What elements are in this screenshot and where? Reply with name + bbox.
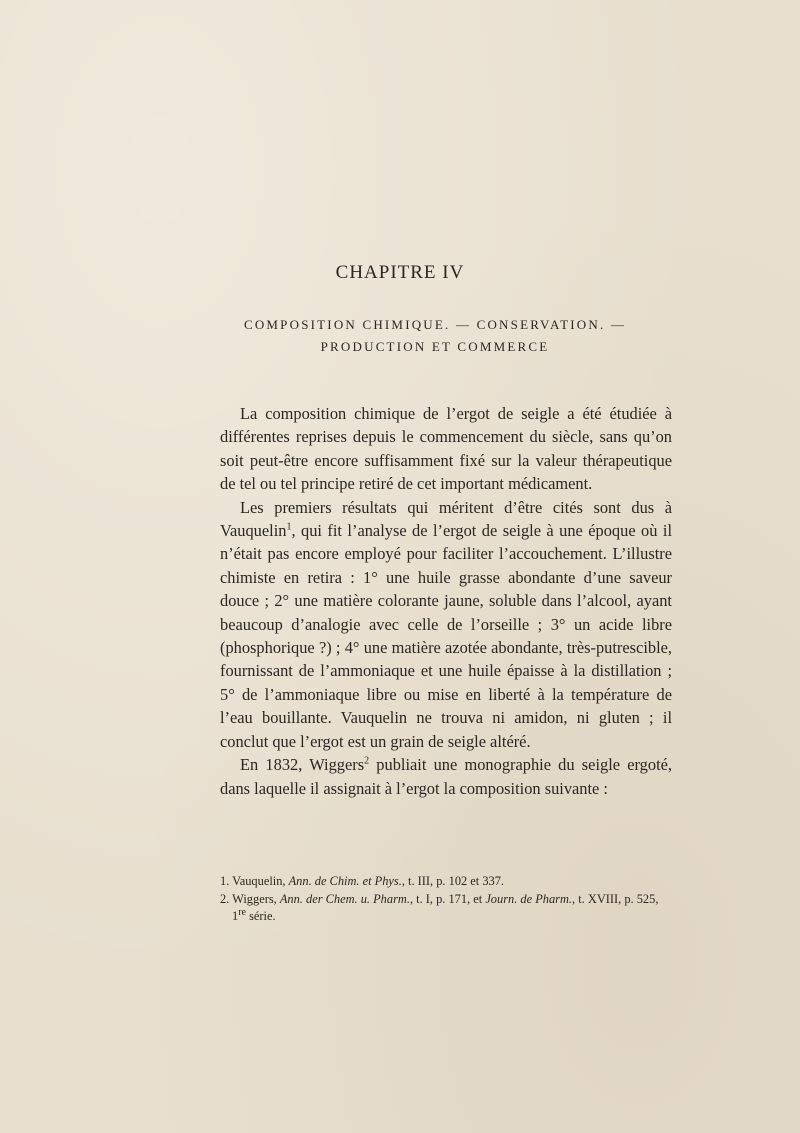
paragraph-1: La composition chimique de l’ergot de seigle a été étudiée à différentes reprises depuis le commencement du siècle, sans qu’on soit peut-être encore suffisamment fixé sur la valeur thérapeutique de tel ou tel principe retiré de cet important médicament. [220, 404, 672, 494]
footnote-1-tail: , t. III, p. 102 et 337. [401, 874, 505, 888]
subtitle-line-2: PRODUCTION ET COMMERCE [320, 339, 550, 354]
chapter-subtitle [230, 314, 640, 358]
footnote-1-lead: 1. Vauquelin, [220, 874, 289, 888]
chapter-title: CHAPITRE IV [335, 262, 465, 283]
footnote-2-end: série. [245, 909, 276, 923]
paragraph-3 [220, 753, 672, 800]
footnote-2-tail: , t. XVIII, p. 525, 1 [232, 891, 659, 923]
footnote-1 [220, 873, 672, 891]
paragraph-3-start: En 1832, Wiggers [240, 755, 365, 775]
footnote-2 [220, 891, 672, 926]
paragraph-2-rest: , qui fit l’analyse de l’ergot de seigle à une époque où il n’était pas encore employé pour faciliter l’accouchement. L’illustre chimiste en retira : 1° une huile grasse abondante d’une saveur douce ; 2° une matière colorante jaune, soluble dans l’alcool, ayant beaucoup d’analogie avec celle de l’orseille ; 3° un acide libre (phosphorique ?) ; 4° une matière azotée abondante, très-putrescible, fournissant de l’ammoniaque et une huile épaisse à la distillation ; 5° de l’ammoniaque libre ou mise en liberté à la température de l’eau bouillante. Vauquelin ne trouva ni amidon, ni gluten ; il conclut que l’ergot est un grain de seigle altéré. [220, 521, 672, 751]
body-text [220, 402, 672, 800]
footnotes [220, 873, 672, 926]
footnote-ref-2: 2 [364, 755, 370, 767]
footnote-1-journal: Ann. de Chim. et Phys. [288, 874, 402, 888]
footnote-2-journal-1: Ann. der Chem. u. Pharm. [279, 891, 410, 906]
subtitle-line-1: COMPOSITION CHIMIQUE. — CONSERVATION. — [243, 317, 627, 332]
paragraph-3-rest: publiait une monographie du seigle ergoté, dans laquelle il assignait à l’ergot la composition suivante : [220, 755, 672, 798]
footnote-2-lead: 2. Wiggers, [220, 891, 280, 906]
footnote-2-mid: , t. I, p. 171, et [409, 891, 486, 906]
paragraph-2-start: Les premiers résultats qui méritent d’être cités sont dus à Vauquelin [220, 497, 672, 541]
footnote-2-journal-2: Journ. de Pharm. [485, 891, 573, 906]
footnote-2-series-sup: re [238, 906, 246, 918]
footnote-ref-1: 1 [286, 521, 292, 533]
paragraph-2 [220, 496, 672, 753]
